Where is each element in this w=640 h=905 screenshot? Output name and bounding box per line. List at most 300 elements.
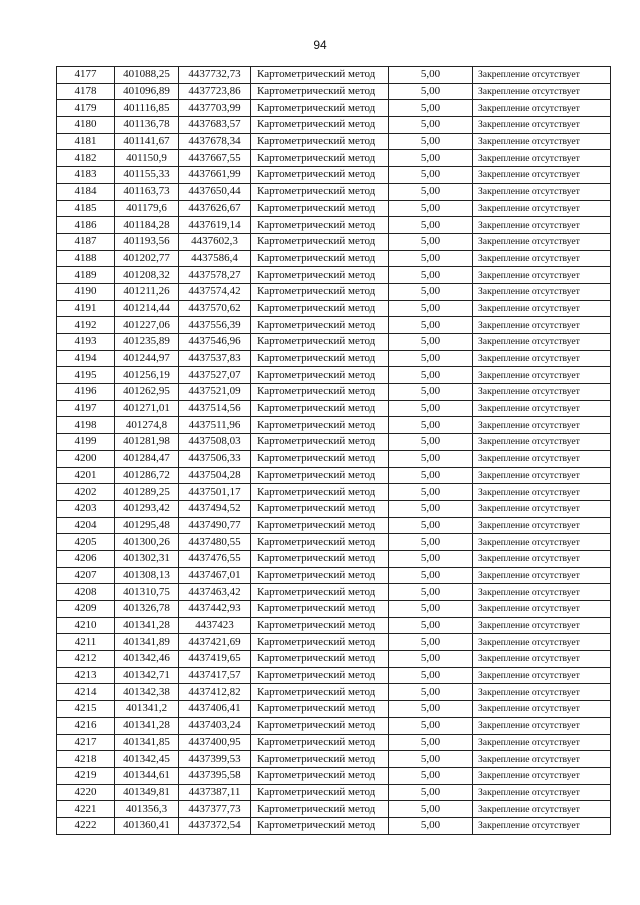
accuracy-cell: 5,00 xyxy=(389,617,473,634)
fixing-note-cell: Закрепление отсутствует xyxy=(473,183,611,200)
table-row xyxy=(57,400,611,417)
x-coordinate-cell: 401244,97 xyxy=(115,350,179,367)
table-row xyxy=(57,200,611,217)
point-number-cell: 4195 xyxy=(57,367,115,384)
y-coordinate-cell: 4437723,86 xyxy=(179,83,251,100)
y-coordinate-cell: 4437399,53 xyxy=(179,751,251,768)
table-row xyxy=(57,100,611,117)
table-row xyxy=(57,484,611,501)
fixing-note-cell: Закрепление отсутствует xyxy=(473,734,611,751)
table-row xyxy=(57,233,611,250)
x-coordinate-cell: 401281,98 xyxy=(115,434,179,451)
x-coordinate-cell: 401356,3 xyxy=(115,801,179,818)
fixing-note-cell: Закрепление отсутствует xyxy=(473,517,611,534)
fixing-note-cell: Закрепление отсутствует xyxy=(473,83,611,100)
accuracy-cell: 5,00 xyxy=(389,817,473,834)
method-cell: Картометрический метод xyxy=(251,684,389,701)
x-coordinate-cell: 401342,71 xyxy=(115,667,179,684)
x-coordinate-cell: 401284,47 xyxy=(115,450,179,467)
accuracy-cell: 5,00 xyxy=(389,150,473,167)
x-coordinate-cell: 401341,2 xyxy=(115,701,179,718)
table-row xyxy=(57,150,611,167)
table-body xyxy=(57,67,611,835)
fixing-note-cell: Закрепление отсутствует xyxy=(473,317,611,334)
accuracy-cell: 5,00 xyxy=(389,651,473,668)
fixing-note-cell: Закрепление отсутствует xyxy=(473,784,611,801)
accuracy-cell: 5,00 xyxy=(389,117,473,134)
method-cell: Картометрический метод xyxy=(251,450,389,467)
accuracy-cell: 5,00 xyxy=(389,467,473,484)
table-row xyxy=(57,584,611,601)
point-number-cell: 4182 xyxy=(57,150,115,167)
x-coordinate-cell: 401150,9 xyxy=(115,150,179,167)
y-coordinate-cell: 4437395,58 xyxy=(179,767,251,784)
x-coordinate-cell: 401360,41 xyxy=(115,817,179,834)
point-number-cell: 4181 xyxy=(57,133,115,150)
point-number-cell: 4220 xyxy=(57,784,115,801)
y-coordinate-cell: 4437578,27 xyxy=(179,267,251,284)
method-cell: Картометрический метод xyxy=(251,517,389,534)
fixing-note-cell: Закрепление отсутствует xyxy=(473,133,611,150)
point-number-cell: 4207 xyxy=(57,567,115,584)
point-number-cell: 4192 xyxy=(57,317,115,334)
fixing-note-cell: Закрепление отсутствует xyxy=(473,567,611,584)
table-row xyxy=(57,467,611,484)
y-coordinate-cell: 4437508,03 xyxy=(179,434,251,451)
y-coordinate-cell: 4437467,01 xyxy=(179,567,251,584)
method-cell: Картометрический метод xyxy=(251,817,389,834)
method-cell: Картометрический метод xyxy=(251,567,389,584)
method-cell: Картометрический метод xyxy=(251,167,389,184)
table-row xyxy=(57,684,611,701)
method-cell: Картометрический метод xyxy=(251,734,389,751)
y-coordinate-cell: 4437732,73 xyxy=(179,67,251,84)
table-row xyxy=(57,567,611,584)
accuracy-cell: 5,00 xyxy=(389,434,473,451)
method-cell: Картометрический метод xyxy=(251,250,389,267)
point-number-cell: 4208 xyxy=(57,584,115,601)
x-coordinate-cell: 401208,32 xyxy=(115,267,179,284)
fixing-note-cell: Закрепление отсутствует xyxy=(473,350,611,367)
accuracy-cell: 5,00 xyxy=(389,534,473,551)
point-number-cell: 4218 xyxy=(57,751,115,768)
fixing-note-cell: Закрепление отсутствует xyxy=(473,817,611,834)
accuracy-cell: 5,00 xyxy=(389,517,473,534)
y-coordinate-cell: 4437387,11 xyxy=(179,784,251,801)
point-number-cell: 4222 xyxy=(57,817,115,834)
x-coordinate-cell: 401289,25 xyxy=(115,484,179,501)
fixing-note-cell: Закрепление отсутствует xyxy=(473,167,611,184)
y-coordinate-cell: 4437514,56 xyxy=(179,400,251,417)
x-coordinate-cell: 401349,81 xyxy=(115,784,179,801)
point-number-cell: 4188 xyxy=(57,250,115,267)
accuracy-cell: 5,00 xyxy=(389,183,473,200)
fixing-note-cell: Закрепление отсутствует xyxy=(473,450,611,467)
fixing-note-cell: Закрепление отсутствует xyxy=(473,601,611,618)
y-coordinate-cell: 4437574,42 xyxy=(179,283,251,300)
point-number-cell: 4189 xyxy=(57,267,115,284)
method-cell: Картометрический метод xyxy=(251,417,389,434)
table-row xyxy=(57,83,611,100)
point-number-cell: 4216 xyxy=(57,717,115,734)
fixing-note-cell: Закрепление отсутствует xyxy=(473,617,611,634)
y-coordinate-cell: 4437463,42 xyxy=(179,584,251,601)
method-cell: Картометрический метод xyxy=(251,767,389,784)
fixing-note-cell: Закрепление отсутствует xyxy=(473,417,611,434)
accuracy-cell: 5,00 xyxy=(389,300,473,317)
x-coordinate-cell: 401274,8 xyxy=(115,417,179,434)
fixing-note-cell: Закрепление отсутствует xyxy=(473,534,611,551)
y-coordinate-cell: 4437626,67 xyxy=(179,200,251,217)
fixing-note-cell: Закрепление отсутствует xyxy=(473,300,611,317)
method-cell: Картометрический метод xyxy=(251,634,389,651)
y-coordinate-cell: 4437480,55 xyxy=(179,534,251,551)
fixing-note-cell: Закрепление отсутствует xyxy=(473,200,611,217)
table-row xyxy=(57,267,611,284)
accuracy-cell: 5,00 xyxy=(389,250,473,267)
fixing-note-cell: Закрепление отсутствует xyxy=(473,334,611,351)
y-coordinate-cell: 4437570,62 xyxy=(179,300,251,317)
accuracy-cell: 5,00 xyxy=(389,100,473,117)
x-coordinate-cell: 401326,78 xyxy=(115,601,179,618)
accuracy-cell: 5,00 xyxy=(389,417,473,434)
point-number-cell: 4177 xyxy=(57,67,115,84)
method-cell: Картометрический метод xyxy=(251,283,389,300)
y-coordinate-cell: 4437511,96 xyxy=(179,417,251,434)
method-cell: Картометрический метод xyxy=(251,601,389,618)
fixing-note-cell: Закрепление отсутствует xyxy=(473,717,611,734)
table-row xyxy=(57,784,611,801)
accuracy-cell: 5,00 xyxy=(389,484,473,501)
point-number-cell: 4215 xyxy=(57,701,115,718)
point-number-cell: 4180 xyxy=(57,117,115,134)
fixing-note-cell: Закрепление отсутствует xyxy=(473,550,611,567)
method-cell: Картометрический метод xyxy=(251,784,389,801)
method-cell: Картометрический метод xyxy=(251,534,389,551)
point-number-cell: 4193 xyxy=(57,334,115,351)
x-coordinate-cell: 401163,73 xyxy=(115,183,179,200)
method-cell: Картометрический метод xyxy=(251,500,389,517)
table-row xyxy=(57,417,611,434)
x-coordinate-cell: 401214,44 xyxy=(115,300,179,317)
point-number-cell: 4206 xyxy=(57,550,115,567)
y-coordinate-cell: 4437546,96 xyxy=(179,334,251,351)
point-number-cell: 4204 xyxy=(57,517,115,534)
method-cell: Картометрический метод xyxy=(251,83,389,100)
method-cell: Картометрический метод xyxy=(251,667,389,684)
accuracy-cell: 5,00 xyxy=(389,684,473,701)
method-cell: Картометрический метод xyxy=(251,300,389,317)
accuracy-cell: 5,00 xyxy=(389,784,473,801)
table-row xyxy=(57,801,611,818)
table-row xyxy=(57,334,611,351)
method-cell: Картометрический метод xyxy=(251,400,389,417)
y-coordinate-cell: 4437703,99 xyxy=(179,100,251,117)
x-coordinate-cell: 401341,85 xyxy=(115,734,179,751)
accuracy-cell: 5,00 xyxy=(389,83,473,100)
table-row xyxy=(57,450,611,467)
method-cell: Картометрический метод xyxy=(251,350,389,367)
point-number-cell: 4219 xyxy=(57,767,115,784)
accuracy-cell: 5,00 xyxy=(389,734,473,751)
method-cell: Картометрический метод xyxy=(251,467,389,484)
y-coordinate-cell: 4437683,57 xyxy=(179,117,251,134)
point-number-cell: 4185 xyxy=(57,200,115,217)
fixing-note-cell: Закрепление отсутствует xyxy=(473,500,611,517)
fixing-note-cell: Закрепление отсутствует xyxy=(473,233,611,250)
method-cell: Картометрический метод xyxy=(251,550,389,567)
point-number-cell: 4212 xyxy=(57,651,115,668)
y-coordinate-cell: 4437506,33 xyxy=(179,450,251,467)
method-cell: Картометрический метод xyxy=(251,751,389,768)
method-cell: Картометрический метод xyxy=(251,233,389,250)
coordinates-table xyxy=(56,66,611,835)
table-row xyxy=(57,667,611,684)
x-coordinate-cell: 401310,75 xyxy=(115,584,179,601)
fixing-note-cell: Закрепление отсутствует xyxy=(473,434,611,451)
point-number-cell: 4179 xyxy=(57,100,115,117)
accuracy-cell: 5,00 xyxy=(389,350,473,367)
accuracy-cell: 5,00 xyxy=(389,133,473,150)
y-coordinate-cell: 4437661,99 xyxy=(179,167,251,184)
x-coordinate-cell: 401088,25 xyxy=(115,67,179,84)
method-cell: Картометрический метод xyxy=(251,217,389,234)
y-coordinate-cell: 4437476,55 xyxy=(179,550,251,567)
y-coordinate-cell: 4437521,09 xyxy=(179,384,251,401)
x-coordinate-cell: 401116,85 xyxy=(115,100,179,117)
fixing-note-cell: Закрепление отсутствует xyxy=(473,484,611,501)
accuracy-cell: 5,00 xyxy=(389,283,473,300)
table-row xyxy=(57,634,611,651)
x-coordinate-cell: 401341,89 xyxy=(115,634,179,651)
fixing-note-cell: Закрепление отсутствует xyxy=(473,584,611,601)
method-cell: Картометрический метод xyxy=(251,701,389,718)
y-coordinate-cell: 4437403,24 xyxy=(179,717,251,734)
fixing-note-cell: Закрепление отсутствует xyxy=(473,267,611,284)
y-coordinate-cell: 4437619,14 xyxy=(179,217,251,234)
accuracy-cell: 5,00 xyxy=(389,167,473,184)
y-coordinate-cell: 4437678,34 xyxy=(179,133,251,150)
x-coordinate-cell: 401184,28 xyxy=(115,217,179,234)
table-row xyxy=(57,350,611,367)
fixing-note-cell: Закрепление отсутствует xyxy=(473,634,611,651)
y-coordinate-cell: 4437406,41 xyxy=(179,701,251,718)
fixing-note-cell: Закрепление отсутствует xyxy=(473,767,611,784)
x-coordinate-cell: 401341,28 xyxy=(115,717,179,734)
fixing-note-cell: Закрепление отсутствует xyxy=(473,667,611,684)
method-cell: Картометрический метод xyxy=(251,100,389,117)
method-cell: Картометрический метод xyxy=(251,200,389,217)
accuracy-cell: 5,00 xyxy=(389,367,473,384)
table-row xyxy=(57,300,611,317)
table-row xyxy=(57,250,611,267)
point-number-cell: 4198 xyxy=(57,417,115,434)
point-number-cell: 4191 xyxy=(57,300,115,317)
point-number-cell: 4186 xyxy=(57,217,115,234)
x-coordinate-cell: 401262,95 xyxy=(115,384,179,401)
table-row xyxy=(57,217,611,234)
table-row xyxy=(57,534,611,551)
x-coordinate-cell: 401342,45 xyxy=(115,751,179,768)
fixing-note-cell: Закрепление отсутствует xyxy=(473,117,611,134)
table-row xyxy=(57,167,611,184)
accuracy-cell: 5,00 xyxy=(389,334,473,351)
x-coordinate-cell: 401256,19 xyxy=(115,367,179,384)
accuracy-cell: 5,00 xyxy=(389,217,473,234)
point-number-cell: 4201 xyxy=(57,467,115,484)
y-coordinate-cell: 4437490,77 xyxy=(179,517,251,534)
x-coordinate-cell: 401271,01 xyxy=(115,400,179,417)
table-row xyxy=(57,283,611,300)
point-number-cell: 4200 xyxy=(57,450,115,467)
method-cell: Картометрический метод xyxy=(251,317,389,334)
y-coordinate-cell: 4437417,57 xyxy=(179,667,251,684)
y-coordinate-cell: 4437372,54 xyxy=(179,817,251,834)
table-row xyxy=(57,434,611,451)
table-row xyxy=(57,751,611,768)
y-coordinate-cell: 4437667,55 xyxy=(179,150,251,167)
fixing-note-cell: Закрепление отсутствует xyxy=(473,801,611,818)
accuracy-cell: 5,00 xyxy=(389,801,473,818)
accuracy-cell: 5,00 xyxy=(389,450,473,467)
point-number-cell: 4217 xyxy=(57,734,115,751)
method-cell: Картометрический метод xyxy=(251,434,389,451)
accuracy-cell: 5,00 xyxy=(389,667,473,684)
x-coordinate-cell: 401342,38 xyxy=(115,684,179,701)
x-coordinate-cell: 401300,26 xyxy=(115,534,179,551)
y-coordinate-cell: 4437586,4 xyxy=(179,250,251,267)
point-number-cell: 4183 xyxy=(57,167,115,184)
method-cell: Картометрический метод xyxy=(251,651,389,668)
y-coordinate-cell: 4437423 xyxy=(179,617,251,634)
y-coordinate-cell: 4437501,17 xyxy=(179,484,251,501)
point-number-cell: 4184 xyxy=(57,183,115,200)
method-cell: Картометрический метод xyxy=(251,150,389,167)
x-coordinate-cell: 401193,56 xyxy=(115,233,179,250)
method-cell: Картометрический метод xyxy=(251,584,389,601)
y-coordinate-cell: 4437556,39 xyxy=(179,317,251,334)
accuracy-cell: 5,00 xyxy=(389,601,473,618)
method-cell: Картометрический метод xyxy=(251,334,389,351)
method-cell: Картометрический метод xyxy=(251,484,389,501)
x-coordinate-cell: 401141,67 xyxy=(115,133,179,150)
x-coordinate-cell: 401286,72 xyxy=(115,467,179,484)
y-coordinate-cell: 4437377,73 xyxy=(179,801,251,818)
accuracy-cell: 5,00 xyxy=(389,67,473,84)
table-row xyxy=(57,517,611,534)
method-cell: Картометрический метод xyxy=(251,267,389,284)
point-number-cell: 4205 xyxy=(57,534,115,551)
accuracy-cell: 5,00 xyxy=(389,233,473,250)
point-number-cell: 4178 xyxy=(57,83,115,100)
fixing-note-cell: Закрепление отсутствует xyxy=(473,67,611,84)
fixing-note-cell: Закрепление отсутствует xyxy=(473,651,611,668)
fixing-note-cell: Закрепление отсутствует xyxy=(473,150,611,167)
y-coordinate-cell: 4437537,83 xyxy=(179,350,251,367)
method-cell: Картометрический метод xyxy=(251,384,389,401)
point-number-cell: 4213 xyxy=(57,667,115,684)
accuracy-cell: 5,00 xyxy=(389,751,473,768)
fixing-note-cell: Закрепление отсутствует xyxy=(473,467,611,484)
x-coordinate-cell: 401295,48 xyxy=(115,517,179,534)
fixing-note-cell: Закрепление отсутствует xyxy=(473,701,611,718)
method-cell: Картометрический метод xyxy=(251,133,389,150)
table-row xyxy=(57,133,611,150)
point-number-cell: 4196 xyxy=(57,384,115,401)
accuracy-cell: 5,00 xyxy=(389,500,473,517)
x-coordinate-cell: 401341,28 xyxy=(115,617,179,634)
accuracy-cell: 5,00 xyxy=(389,317,473,334)
accuracy-cell: 5,00 xyxy=(389,701,473,718)
method-cell: Картометрический метод xyxy=(251,717,389,734)
accuracy-cell: 5,00 xyxy=(389,567,473,584)
fixing-note-cell: Закрепление отсутствует xyxy=(473,384,611,401)
page-number: 94 xyxy=(313,38,327,52)
table-row xyxy=(57,734,611,751)
point-number-cell: 4221 xyxy=(57,801,115,818)
accuracy-cell: 5,00 xyxy=(389,717,473,734)
y-coordinate-cell: 4437602,3 xyxy=(179,233,251,250)
accuracy-cell: 5,00 xyxy=(389,267,473,284)
table-row xyxy=(57,500,611,517)
method-cell: Картометрический метод xyxy=(251,617,389,634)
accuracy-cell: 5,00 xyxy=(389,767,473,784)
table-row xyxy=(57,601,611,618)
x-coordinate-cell: 401179,6 xyxy=(115,200,179,217)
point-number-cell: 4209 xyxy=(57,601,115,618)
x-coordinate-cell: 401344,61 xyxy=(115,767,179,784)
fixing-note-cell: Закрепление отсутствует xyxy=(473,751,611,768)
x-coordinate-cell: 401211,26 xyxy=(115,283,179,300)
table-row xyxy=(57,767,611,784)
x-coordinate-cell: 401136,78 xyxy=(115,117,179,134)
x-coordinate-cell: 401342,46 xyxy=(115,651,179,668)
fixing-note-cell: Закрепление отсутствует xyxy=(473,283,611,300)
table-row xyxy=(57,817,611,834)
point-number-cell: 4210 xyxy=(57,617,115,634)
table-row xyxy=(57,717,611,734)
fixing-note-cell: Закрепление отсутствует xyxy=(473,250,611,267)
point-number-cell: 4202 xyxy=(57,484,115,501)
fixing-note-cell: Закрепление отсутствует xyxy=(473,217,611,234)
method-cell: Картометрический метод xyxy=(251,117,389,134)
point-number-cell: 4203 xyxy=(57,500,115,517)
point-number-cell: 4194 xyxy=(57,350,115,367)
y-coordinate-cell: 4437504,28 xyxy=(179,467,251,484)
point-number-cell: 4197 xyxy=(57,400,115,417)
y-coordinate-cell: 4437421,69 xyxy=(179,634,251,651)
table-row xyxy=(57,701,611,718)
x-coordinate-cell: 401096,89 xyxy=(115,83,179,100)
point-number-cell: 4190 xyxy=(57,283,115,300)
table-row xyxy=(57,550,611,567)
table-row xyxy=(57,67,611,84)
table-row xyxy=(57,117,611,134)
y-coordinate-cell: 4437419,65 xyxy=(179,651,251,668)
y-coordinate-cell: 4437412,82 xyxy=(179,684,251,701)
table-row xyxy=(57,384,611,401)
method-cell: Картометрический метод xyxy=(251,367,389,384)
accuracy-cell: 5,00 xyxy=(389,384,473,401)
point-number-cell: 4199 xyxy=(57,434,115,451)
accuracy-cell: 5,00 xyxy=(389,400,473,417)
accuracy-cell: 5,00 xyxy=(389,634,473,651)
point-number-cell: 4214 xyxy=(57,684,115,701)
x-coordinate-cell: 401308,13 xyxy=(115,567,179,584)
y-coordinate-cell: 4437400,95 xyxy=(179,734,251,751)
table-row xyxy=(57,183,611,200)
table-row xyxy=(57,317,611,334)
